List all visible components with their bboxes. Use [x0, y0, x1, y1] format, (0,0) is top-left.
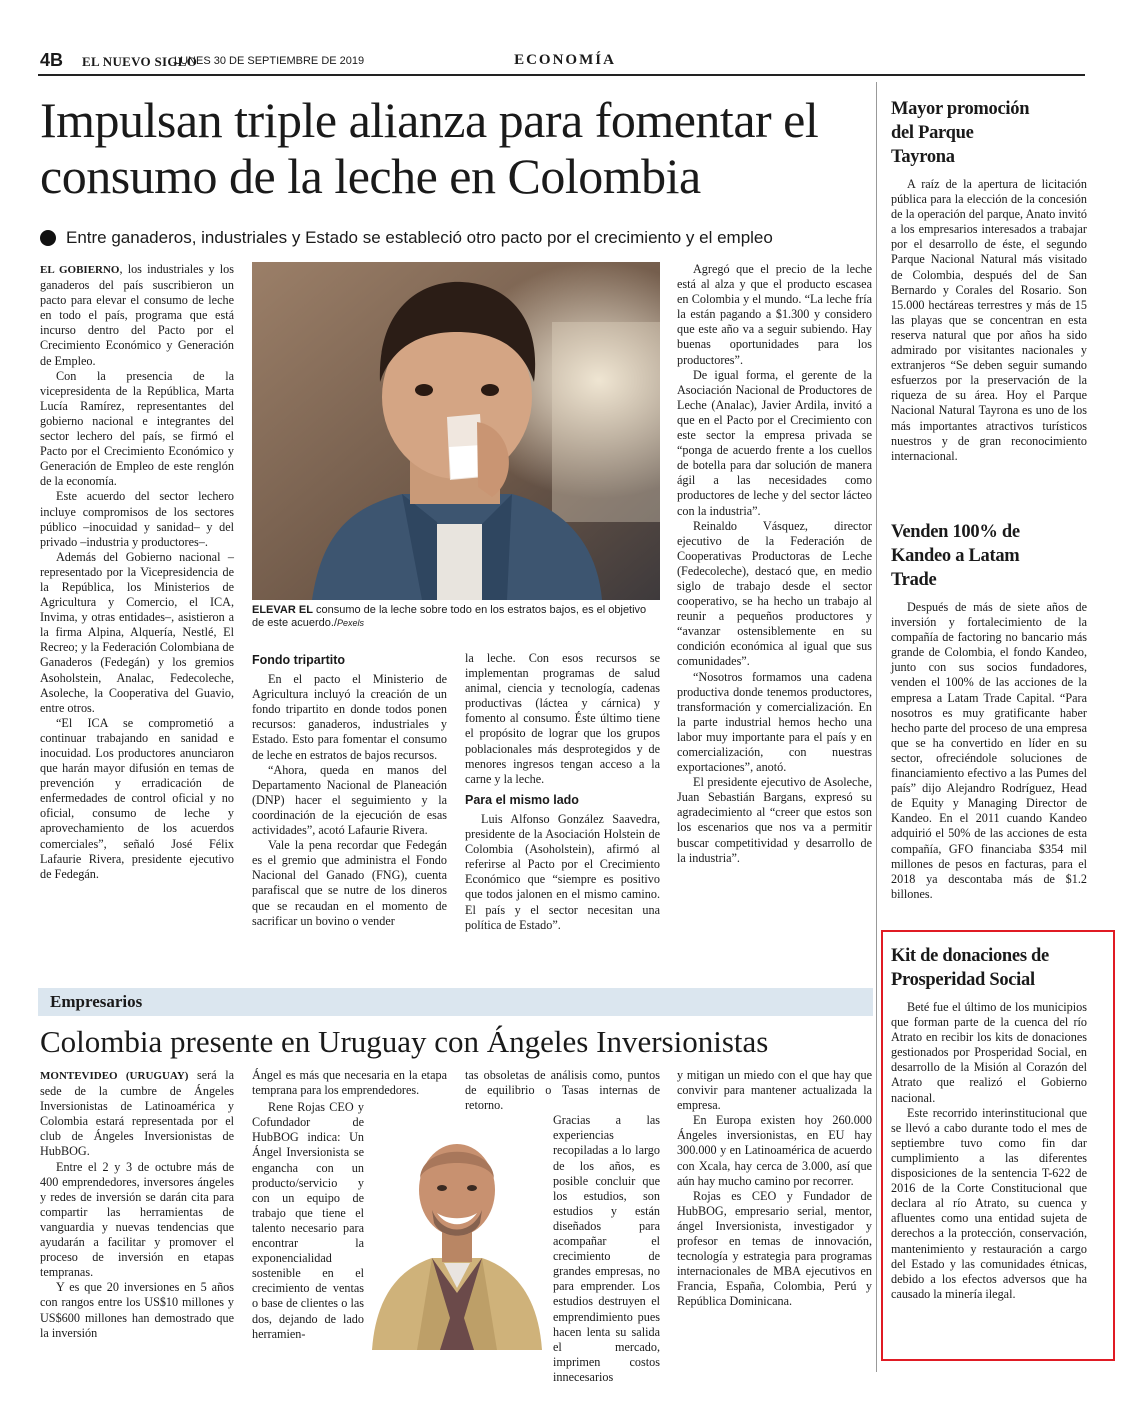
subheading-mismo-lado: Para el mismo lado: [465, 792, 579, 807]
paragraph: A raíz de la apertura de licitación pública para la elección de la concesión de la operación del parque, Anato invitó a los empresarios interesados a trabajar por el desarrollo de éste, el segundo Parque Nacional Natural más visitado de Colombia, después del de San Bernardo y Corales del Rosario. Son 15.000 hectáreas terrestres y más de 15 las playas que se concentran en esta reserva natural que por años ha sido admirado por visitantes nacionales y extranjeros “Se deben seguir sumando esfuerzos por la preservación de la riqueza de su área. Hoy el Parque Nacional Natural Tayrona es uno de los más importantes atractivos turísticos nuestros y de gran reconocimiento internacional.: [891, 177, 1087, 463]
second-column-3: [465, 1068, 660, 1385]
photo-caption: [252, 604, 660, 630]
main-column-4: [677, 262, 872, 866]
paragraph: tas obsoletas de análisis como, puntos de equilibrio o Tasas internas de retorno.: [465, 1068, 660, 1113]
paragraph: Y es que 20 inversiones en 5 años con rangos entre los US$10 millones y US$600 millones han demostrado que la inversión: [40, 1280, 234, 1340]
sidebar-title: Venden 100% de Kandeo a Latam Trade: [891, 522, 1020, 590]
sidebar-title: Kit de donaciones de Prosperidad Social: [891, 946, 1049, 990]
photo-child-drinking-milk: [252, 262, 660, 600]
second-column-4: [677, 1068, 872, 1310]
sidebar-title: Mayor promoción del Parque Tayrona: [891, 99, 1030, 167]
second-headline: Colombia presente en Uruguay con Ángeles Inversionistas: [40, 1024, 769, 1059]
paragraph: , los industriales y los ganaderos del país suscribieron un pacto para elevar el consumo de leche en todo el país, programa que está incurso dentro del Pacto por el Crecimiento Económico y Generación de Empleo.: [40, 262, 234, 368]
paragraph: El presidente ejecutivo de Asoleche, Juan Sebastián Bargans, expresó su agradecimiento al “creer que estos son los escenarios que nos va a permitir buscar competitividad y desarrollo de la industria”.: [677, 775, 872, 865]
paragraph: Rojas es CEO y Fundador de HubBOG, empresario serial, mentor, ángel Inversionista, investigador y profesor en temas de innovación, tecnología y estrategia para programas internacionales de MBA ejecutivos en Francia, España, Colombia, Perú y República Dominicana.: [677, 1188, 872, 1309]
publication-name: EL NUEVO SIGLO: [82, 54, 198, 69]
paragraph: Este recorrido interinstitucional que se llevó a cabo durante todo el mes de septiembre tuvo como fin dar cumplimiento a las diferentes disposiciones de la sentencia T-622 de 2016 de la Corte Constitucional que declara al río Atrato, su cuenca y afluentes como una entidad sujeta de derechos a la protección, conservación, mantenimiento y restauración a cargo del Estado y las comunidades étnicas, debido a los efectos adversos que ha causado la minería ilegal.: [891, 1105, 1087, 1301]
sidebar-item-tayrona: [891, 97, 1087, 464]
paragraph: De igual forma, el gerente de la Asociación Nacional de Productores de Leche (Analac), Javier Ardila, invitó a que en el Pacto por el Crecimiento con este sector la empresa privada se “ponga de acuerdo frente a los cuellos de botella para dar solución de manera ágil a las necesidades como productores de leche y del sector lácteo con la industria”.: [677, 367, 872, 518]
caption-lead: ELEVAR EL: [252, 604, 313, 616]
subheading-fondo: Fondo tripartito: [252, 653, 346, 667]
paragraph: “Nosotros formamos una cadena productiva donde tenemos productores, transformación y comercialización. En la parte industrial hemos hecho una labor muy importante para el país y en comercialización, con nuestras exportaciones”, anotó.: [677, 669, 872, 775]
caption-text: consumo de la leche sobre todo en los estratos bajos, es el objetivo de este acuerdo./: [252, 604, 647, 629]
paragraph: y mitigan un miedo con el que hay que convivir para mantener actualizada la empresa.: [677, 1068, 872, 1113]
main-column-2: [252, 647, 447, 929]
paragraph: Vale la pena recordar que Fedegán es el gremio que administra el Fondo Nacional del Ganado (FNG), cuenta parafiscal que se nutre de los dineros que se recaudan en el momento de sacrificar un bovino o vender: [252, 838, 447, 928]
second-column-1: [40, 1068, 234, 1341]
main-subhead: [40, 228, 870, 248]
paragraph: la leche. Con esos recursos se implementan programas de salud animal, ciencia y tecnología, cadenas productivas (láctea y cárnica) y fomento al consumo. Éste último tiene el propósito de lograr que los grupos poblacionales más desprotegidos y de menores ingresos tengan acceso a la carne y la leche.: [465, 651, 660, 786]
paragraph: “El ICA se comprometió a continuar trabajando en sanidad e inocuidad. Los productores anunciaron que harán mayor difusión en temas de prevención y erradicación de enfermedades de control oficial y no oficial, consumo de leche y aprovechamiento de los acuerdos comerciales”, señaló José Félix Lafaurie Rivera, presidente ejecutivo de Fedegán.: [40, 715, 234, 881]
main-column-1: [40, 262, 234, 882]
paragraph: Agregó que el precio de la leche está al alza y que el producto escasea en Colombia y el mundo. “La leche fría la están pagando a $1.300 y considero que este año va a seguir subiendo. Hay buenas oportunidades para los productores”.: [677, 262, 872, 367]
paragraph: Después de más de siete años de inversión y fortalecimiento de la compañía de factoring no bancario más grande de Colombia, el fondo Kandeo, junto con sus socios fundadores, venden el 100% de las acciones de la empresa a Latam Trade Capital. “Para nosotros es muy gratificante haber hecho parte del proceso de una empresa que se ha convertido en líder en su sector, ofreciéndole soluciones de financiamiento efectivo a las Pumes del país” dijo Alejandro Rodríguez, Head de Equity y Managing Director de Kandeo. En el 2011 cuando Kandeo adquirió el 50% de las acciones de esta compañía, GFO financiaba $354 mil millones de pesos en facturas, para el 2018 ya descontaba más de $1.2 billones.: [891, 600, 1087, 901]
paragraph: Rene Rojas CEO y Cofundador de HubBOG indica: Un Ángel Inversionista se engancha con un producto/servicio y con un equipo de trabajo que tiene el talento necesario para encontrar la exponencialidad sostenible en el crecimiento de ventas o base de clientes o las dos, dejando de lado herramien-: [252, 1100, 364, 1341]
main-headline: Impulsan triple alianza para fomentar el consumo de la leche en Colombia: [40, 92, 819, 204]
photo-credit: Pexels: [337, 618, 365, 628]
paragraph: Beté fue el último de los municipios que forman parte de la cuenca del río Atrato en recibir los kits de donaciones gestionados por Prosperidad Social, en desarrollo de la Misión al Corazón del Atrato que realizó el Gobierno nacional.: [891, 1000, 1087, 1105]
subhead-text: Entre ganaderos, industriales y Estado se estableció otro pacto por el crecimiento y el empleo: [66, 228, 773, 247]
paragraph: Además del Gobierno nacional –representado por la Vicepresidencia de la República, los Ministerios de Agricultura y Comercio, el ICA, Invima, y otras entidades–, asistieron a la firma Alpina, Alquería, Nestlé, El Recreo; y la Federación Colombiana de Ganaderos (Fedegán) y los gremios Asoholstein, Analac, Fedecoleche, Asoleche, la Cooperativa del Guavio, entre otros.: [40, 549, 234, 715]
column-divider: [876, 82, 877, 1372]
section-name: ECONOMÍA: [514, 52, 616, 68]
paragraph: En Europa existen hoy 260.000 Ángeles inversionistas, en EU hay 300.000 y en Latinoamérica de acuerdo con Xcala, hay cerca de 3.000, así que aún hay mucho camino por recorrer.: [677, 1113, 872, 1188]
paragraph: Luis Alfonso González Saavedra, presidente de la Asociación Holstein de Colombia (Asoholstein), afirmó al referirse al Pacto por el Crecimiento Económico que “siempre es positivo que todos jalonen en el mismo camino. El país y el sector necesitan una política de Estado”.: [465, 811, 660, 932]
paragraph: Ángel es más que necesaria en la etapa temprana para los emprendedores.: [252, 1068, 447, 1098]
issue-date: LUNES 30 DE SEPTIEMBRE DE 2019: [174, 55, 365, 67]
section-band-label: Empresarios: [50, 992, 143, 1011]
paragraph: Entre el 2 y 3 de octubre más de 400 emprendedores, inversores ángeles y redes de inversión se darán cita para compartir las herramientas de vanguardia y nuevas tendencias que ayudarán a facilitar y promover el proceso de inversión en etapas tempranas.: [40, 1159, 234, 1280]
lead-in: MONTEVIDEO (URUGUAY): [40, 1070, 189, 1082]
sidebar-item-kandeo: [891, 520, 1087, 902]
masthead-rule: [38, 74, 1085, 76]
paragraph: Gracias a las experiencias recopiladas a lo largo de los años, es posible concluir que los estudios, son estudios y están diseñados para acompañar el crecimiento de grandes empresas, no para emprender. Los estudios destruyen el emprendimiento pues hacen lenta su salida el mercado, imprimen costos innecesarios: [553, 1113, 660, 1384]
paragraph: Reinaldo Vásquez, director ejecutivo de la Federación de Cooperativas Productoras de Leche (Fedecoleche), destacó que, en medio siglo de trabajo desde el sector cooperativo, se ha hecho un trabajo al reunir a pequeños productores y “avanzar ostensiblemente en su condición económica al igual que sus comunidades”.: [677, 518, 872, 669]
paragraph: Con la presencia de la vicepresidenta de la República, Marta Lucía Ramírez, representantes del gobierno nacional e integrantes del sector lechero del país, se firmó el Pacto por el Crecimiento Económico y Generación de Empleo de este renglón de la economía.: [40, 368, 234, 489]
section-band: [38, 988, 873, 1016]
paragraph: Este acuerdo del sector lechero incluye compromisos de los sectores público –inocuidad y sanidad– y del privado –industria y productores–.: [40, 489, 234, 549]
paragraph: En el pacto el Ministerio de Agricultura incluyó la creación de un fondo tripartito en donde todos ponen recursos: ganaderos, industriales y Estado. Esto para fomentar el consumo de leche en estratos de bajos recursos.: [252, 672, 447, 762]
page-number: 4B: [40, 50, 64, 70]
bullet-icon: [40, 230, 56, 246]
paragraph: “Ahora, queda en manos del Departamento Nacional de Planeación (DNP) hacer el seguimiento y la coordinación de la ejecución de esas actividades”, acotó Lafaurie Rivera.: [252, 762, 447, 838]
lead-in: EL GOBIERNO: [40, 264, 120, 276]
paragraph: será la sede de la cumbre de Ángeles Inversionistas de Latinoamérica y Colombia estará representada por el club de Ángeles Inversionistas de HubBOG.: [40, 1068, 234, 1159]
main-column-3: [465, 651, 660, 933]
sidebar-item-prosperidad: [891, 944, 1087, 1302]
